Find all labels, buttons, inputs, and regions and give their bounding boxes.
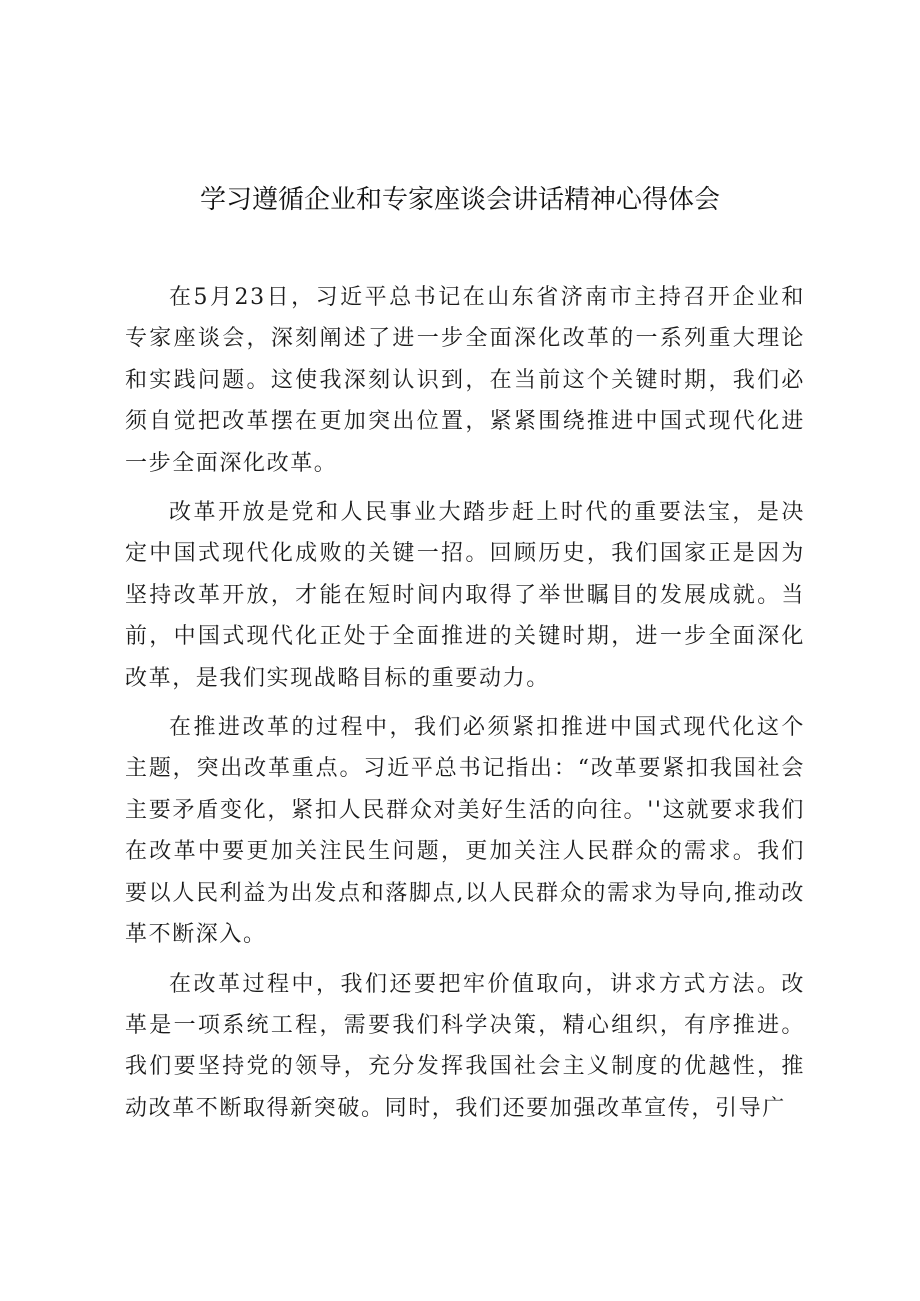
paragraph-2: 改革开放是党和人民事业大踏步赶上时代的重要法宝，是决定中国式现代化成败的关键一招。回顾历史，我们国家正是因为坚持改革开放，才能在短时间内取得了举世瞩目的发展成就。当前，中国式现代化正处于全面推进的关键时期，进一步全面深化改革，是我们实现战略目标的重要动力。 (125, 500, 805, 691)
document-title: 学习遵循企业和专家座谈会讲话精神心得体会 (199, 185, 720, 215)
paragraph-4: 在改革过程中，我们还要把牢价值取向，讲求方式方法。改革是一项系统工程，需要我们科学决策，精心组织，有序推进。我们要坚持党的领导，充分发挥我国社会主义制度的优越性，推动改革不断取得新突破。同时，我们还要加强改革宣传，引导广 (125, 971, 805, 1121)
document-body (125, 277, 805, 1137)
paragraph-3: 在推进改革的过程中，我们必须紧扣推进中国式现代化这个主题，突出改革重点。习近平总书记指出：“改革要紧扣我国社会主要矛盾变化，紧扣人民群众对美好生活的向往。''这就要求我们在改革中要更加关注民生问题，更加关注人民群众的需求。我们要以人民利益为出发点和落脚点,以人民群众的需求为导向,推动改革不断深入。 (125, 715, 805, 948)
paragraph-1: 在5月23日，习近平总书记在山东省济南市主持召开企业和专家座谈会，深刻阐述了进一步全面深化改革的一系列重大理论和实践问题。这使我深刻认识到，在当前这个关键时期，我们必须自觉把改革摆在更加突出位置，紧紧围绕推进中国式现代化进一步全面深化改革。 (125, 285, 805, 476)
